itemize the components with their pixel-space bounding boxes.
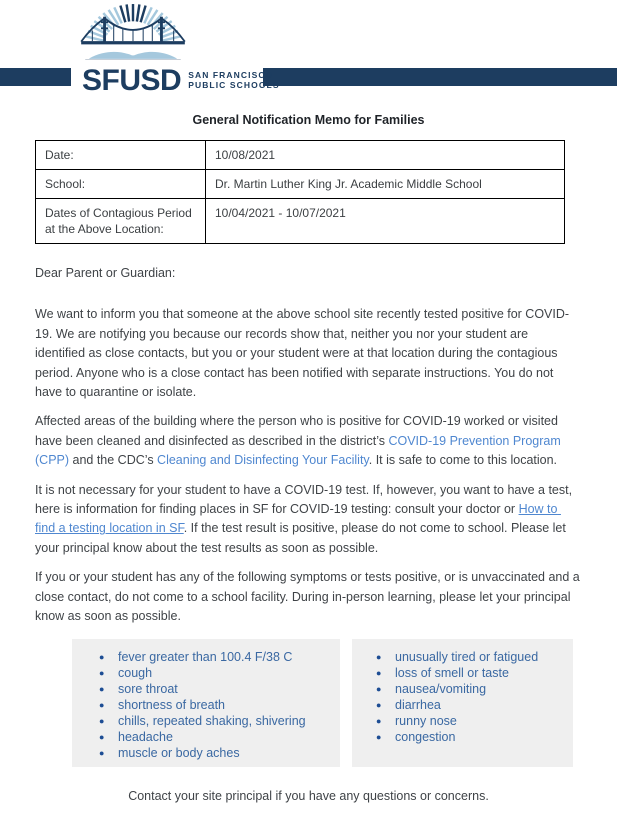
table-cell-label: Dates of Contagious Period at the Above Location: [36,199,206,244]
symptom-item [72,681,340,697]
symptom-label: nausea/vomiting [395,681,487,696]
sfusd-logo-lockup [71,60,280,98]
symptom-label: sore throat [118,681,178,696]
info-table [35,140,565,244]
symptoms-right-list [352,649,573,745]
symptom-item [352,729,573,745]
paragraph-text: Affected areas of the building where the person who is positive for COVID-19 worked or visited have been cleaned and disinfected as described in the district’s [35,414,562,448]
symptom-item [352,665,573,681]
sfusd-bridge-book-logo-icon [72,2,194,65]
letter-paragraph [35,412,580,470]
org-name [188,70,279,94]
covid-19-prevention-program-cpp-link[interactable]: COVID-19 Prevention Program (CPP) [35,433,565,468]
paragraph-text: If you or your student has any of the following symptoms or tests positive, or is unvaccinated and a close contact, do not come to a school facility. During in-person learning, please let your principal know as soon as possible. [35,570,584,624]
table-row [36,199,565,244]
symptom-label: loss of smell or taste [395,665,509,680]
symptom-label: runny nose [395,713,457,728]
symptom-label: cough [118,665,153,680]
symptom-label: chills, repeated shaking, shivering [118,713,306,728]
org-line-2: PUBLIC SCHOOLS [188,80,280,91]
salutation: Dear Parent or Guardian: [35,266,176,280]
symptom-item [72,729,340,745]
bullet-icon: ● [99,683,105,694]
symptoms-right-box [352,639,573,767]
symptom-label: headache [118,729,173,744]
symptom-label: shortness of breath [118,697,226,712]
symptom-item [352,649,573,665]
bullet-icon: ● [376,683,382,694]
bullet-icon: ● [376,715,382,726]
symptoms-left-box [72,639,340,767]
symptom-item [352,681,573,697]
bullet-icon: ● [99,715,105,726]
letter-paragraph [35,481,580,559]
table-cell-label: School: [36,170,206,199]
cleaning-and-disinfecting-your-facility-link[interactable]: Cleaning and Disinfecting Your Facility [157,453,369,468]
letter-paragraphs [35,305,584,626]
page-title: General Notification Memo for Families [192,113,425,127]
bridge-deck [81,41,185,44]
symptom-item [352,713,573,729]
table-cell-value: 10/08/2021 [206,141,565,170]
bullet-icon: ● [376,667,382,678]
paragraph-text: We want to inform you that someone at the above school site recently tested positive for COVID-19. We are notifying you because our records show that, neither you nor your student are identified as close contacts, but you or your student were at that location during the contagious period. Anyone who is a close contact has been notified with separate instructions. You do not have to quarantine or isolate. [35,307,570,400]
sfusd-header [0,0,617,96]
symptom-label: unusually tired or fatigued [395,649,539,664]
symptom-item [72,697,340,713]
table-row [36,141,565,170]
bullet-icon: ● [376,651,382,662]
org-line-1: SAN FRANCISCO [188,69,274,80]
paragraph-text: It is not necessary for your student to have a COVID-19 test. If, however, you want to have a test, here is information for finding places in SF for COVID-19 testing: consult your doctor or [35,482,576,517]
symptom-item [72,745,340,761]
bullet-icon: ● [99,667,105,678]
symptom-item [72,649,340,665]
symptoms-left-list [72,649,340,761]
bullet-icon: ● [376,699,382,710]
paragraph-text: and the CDC’s [69,453,158,468]
table-cell-value: Dr. Martin Luther King Jr. Academic Middle School [206,170,565,199]
table-row [36,170,565,199]
paragraph-text: . It is safe to come to this location. [368,453,558,468]
how-to-find-a-testing-location-in-sf-link[interactable]: How to find a testing location in SF [35,502,561,536]
letter-paragraph [35,305,580,402]
bullet-icon: ● [376,731,382,742]
sfusd-wordmark: SFUSD [82,64,182,98]
letter-body [35,264,584,627]
footer-note: Contact your site principal if you have any questions or concerns. [128,788,489,803]
book-pages [89,52,176,59]
bullet-icon: ● [99,731,105,742]
symptom-item [72,665,340,681]
letter-paragraph [35,568,584,626]
symptom-label: muscle or body aches [118,745,240,760]
bullet-icon: ● [99,651,105,662]
symptoms-section [72,639,617,767]
table-cell-value: 10/04/2021 - 10/07/2021 [206,199,565,244]
bullet-icon: ● [99,699,105,710]
bullet-icon: ● [99,747,105,758]
symptom-label: congestion [395,729,456,744]
paragraph-text: . If the test result is positive, please do not come to school. Please let your principal know about the test results as soon as possible. [35,521,570,555]
table-cell-label: Date: [36,141,206,170]
symptom-item [352,697,573,713]
symptom-item [72,713,340,729]
symptom-label: diarrhea [395,697,441,712]
symptom-label: fever greater than 100.4 F/38 C [118,649,293,664]
